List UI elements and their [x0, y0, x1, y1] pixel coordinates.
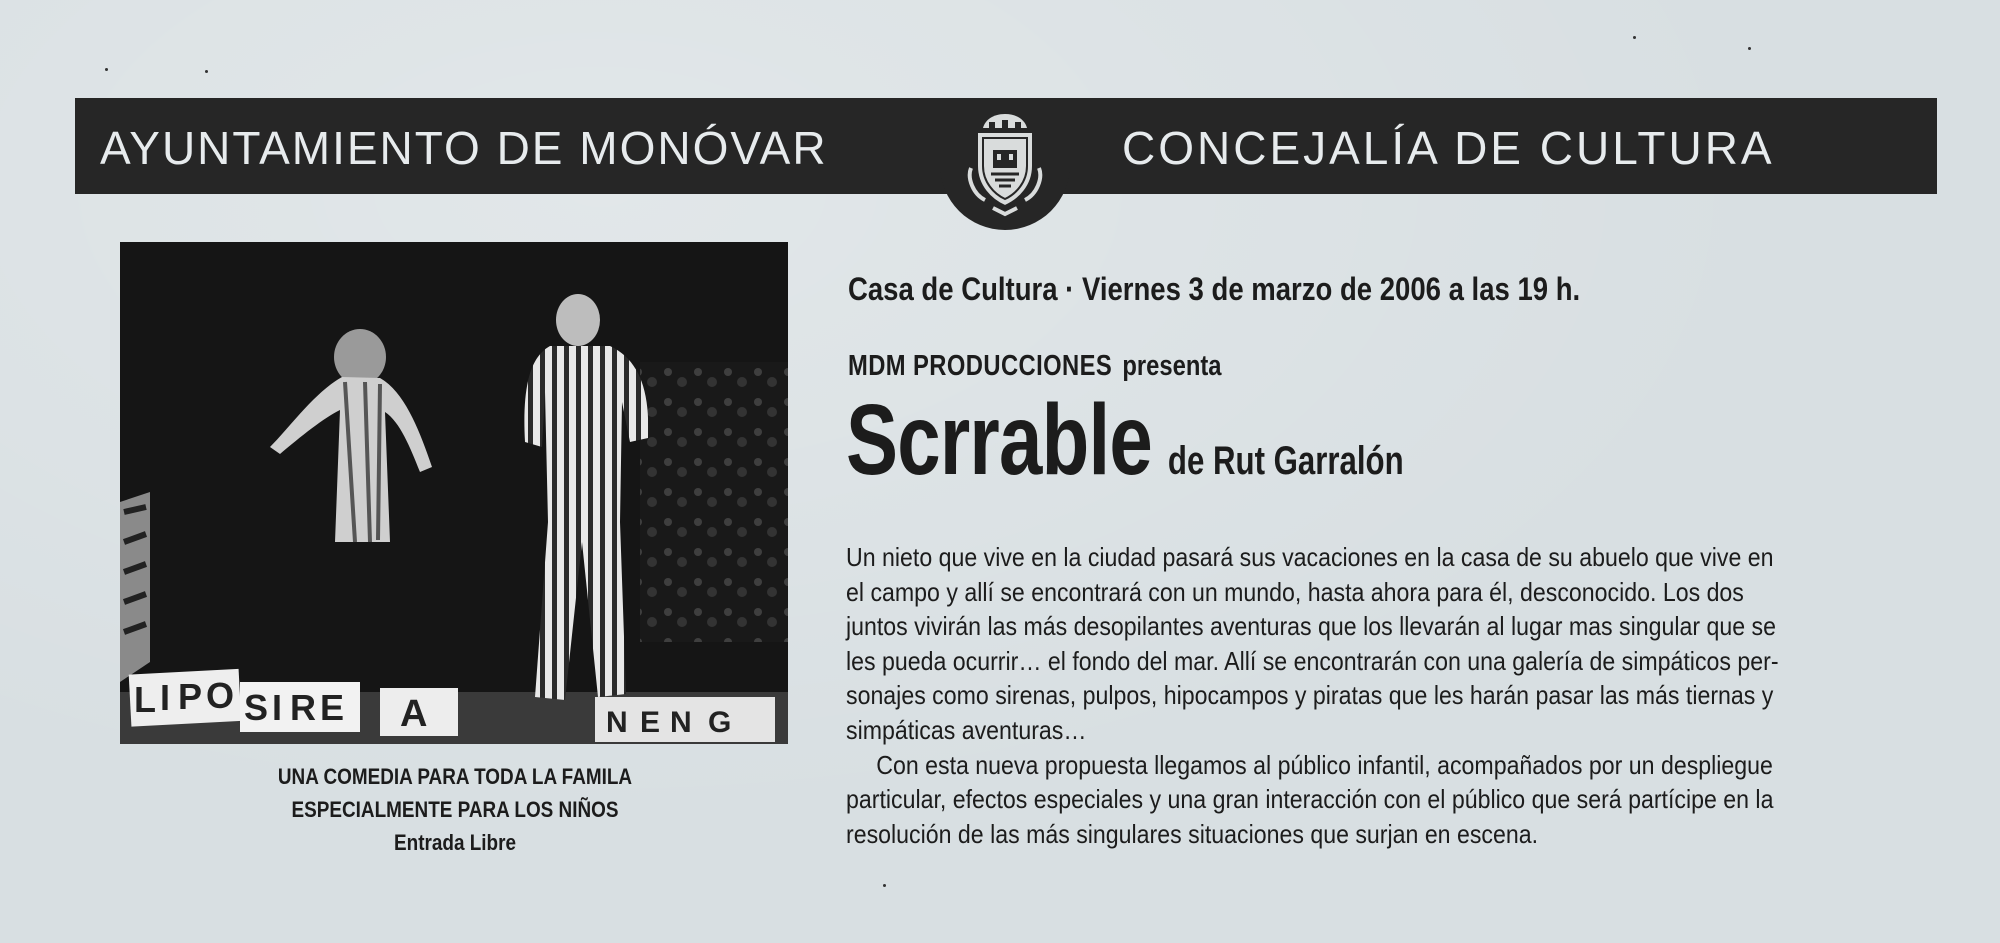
block-letter: E: [320, 687, 345, 728]
entry-note: Entrada Libre: [394, 830, 516, 855]
caption-line: ESPECIALMENTE PARA LOS NIÑOS: [291, 797, 619, 822]
block-letter: O: [206, 675, 235, 716]
speck: [883, 884, 886, 887]
speck: [205, 70, 208, 73]
description-line: les pueda ocurrir… el fondo del mar. Allí se encontrarán con una galería de simpáticos per-: [846, 645, 1779, 676]
block-letter: N: [670, 706, 692, 739]
description-line: particular, efectos especiales y una gran interacción con el público que será partícipe en la: [846, 784, 1774, 815]
block-letter: A: [400, 693, 428, 735]
description-line: el campo y allí se encontrará con un mundo, hasta ahora para él, desconocido. Los dos: [846, 576, 1744, 607]
block-letter: L: [134, 679, 156, 720]
play-author: de Rut Garralón: [1167, 439, 1404, 483]
description-line: Con esta nueva propuesta llegamos al público infantil, acompañados por un despliegue: [876, 749, 1773, 780]
speck: [1633, 36, 1636, 39]
description-line: resolución de las más singulares situaciones que surjan en escena.: [846, 818, 1539, 849]
description-line: juntos vivirán las más desopilantes aventuras que los llevarán al lugar mas singular que se: [846, 611, 1776, 642]
caption-line: UNA COMEDIA PARA TODA LA FAMILA: [277, 764, 633, 789]
description-line: simpáticas aventuras…: [846, 714, 1087, 745]
block-letter: E: [640, 706, 661, 739]
block-letter: N: [606, 706, 628, 739]
photo-caption: [227, 760, 683, 859]
play-title: Scrrable: [846, 384, 1152, 496]
description-line: Un nieto que vive en la ciudad pasará sus vacaciones en la casa de su abuelo que vive en: [846, 542, 1774, 572]
speck: [1748, 47, 1751, 50]
block-letter: I: [272, 687, 283, 728]
header-municipality: AYUNTAMIENTO DE MONÓVAR: [100, 122, 828, 174]
stage-photo: [120, 242, 788, 744]
block-letter: R: [290, 687, 316, 728]
producer-name: MDM PRODUCCIONES: [848, 350, 1113, 382]
coat-of-arms-icon: [963, 108, 1047, 218]
block-letter: I: [160, 677, 171, 718]
description: [846, 540, 1861, 851]
venue-date: Casa de Cultura · Viernes 3 de marzo de 2006 a las 19 h.: [848, 271, 1581, 307]
block-letter: P: [178, 676, 203, 717]
presents-label: presenta: [1122, 350, 1222, 382]
block-letter: S: [244, 687, 269, 728]
speck: [105, 68, 108, 71]
description-line: sonajes como sirenas, pulpos, hipocampos y piratas que les harán pasar las más tiernas y: [846, 680, 1774, 711]
block-letter: G: [708, 706, 732, 739]
title-line: [846, 385, 1404, 525]
header-department: CONCEJALÍA DE CULTURA: [1122, 122, 1775, 174]
